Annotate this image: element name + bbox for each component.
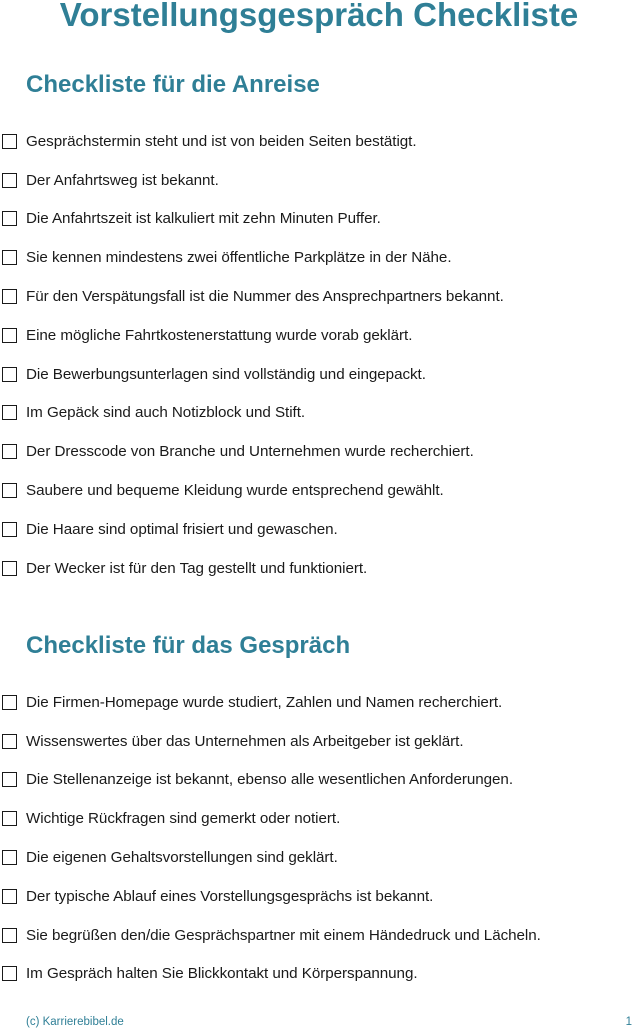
checklist-item-label: Die eigenen Gehaltsvorstellungen sind geklärt. bbox=[26, 849, 338, 867]
checklist-item-label: Saubere und bequeme Kleidung wurde entsprechend gewählt. bbox=[26, 482, 444, 500]
checklist-item-label: Sie begrüßen den/die Gesprächspartner mit einem Händedruck und Lächeln. bbox=[26, 926, 541, 944]
checkbox[interactable] bbox=[2, 328, 17, 343]
checkbox[interactable] bbox=[2, 695, 17, 710]
page-title: Vorstellungsgespräch Checkliste bbox=[59, 0, 579, 33]
checklist-item-label: Sie kennen mindestens zwei öffentliche Parkplätze in der Nähe. bbox=[26, 249, 452, 267]
checkbox[interactable] bbox=[2, 850, 17, 865]
checklist-item-label: Wichtige Rückfragen sind gemerkt oder notiert. bbox=[26, 810, 341, 828]
checklist-item-label: Die Firmen-Homepage wurde studiert, Zahlen und Namen recherchiert. bbox=[26, 693, 503, 711]
checkbox[interactable] bbox=[2, 173, 17, 188]
checklist-item-label: Der typische Ablauf eines Vorstellungsgesprächs ist bekannt. bbox=[26, 887, 434, 905]
footer-source: (c) Karrierebibel.de bbox=[26, 1016, 124, 1028]
checkbox[interactable] bbox=[2, 561, 17, 576]
checklist-item-label: Die Stellenanzeige ist bekannt, ebenso alle wesentlichen Anforderungen. bbox=[26, 771, 514, 789]
checklist-item-label: Der Wecker ist für den Tag gestellt und funktioniert. bbox=[26, 559, 368, 577]
checklist-item-label: Wissenswertes über das Unternehmen als Arbeitgeber ist geklärt. bbox=[26, 732, 464, 750]
checkbox[interactable] bbox=[2, 250, 17, 265]
checkbox[interactable] bbox=[2, 367, 17, 382]
checklist-item-label: Eine mögliche Fahrtkostenerstattung wurde vorab geklärt. bbox=[26, 326, 413, 344]
checkbox[interactable] bbox=[2, 734, 17, 749]
checkbox[interactable] bbox=[2, 966, 17, 981]
checklist-item-label: Im Gespräch halten Sie Blickkontakt und Körperspannung. bbox=[26, 965, 418, 983]
checklist-item-label: Der Dresscode von Branche und Unternehmen wurde recherchiert. bbox=[26, 443, 474, 461]
checkbox[interactable] bbox=[2, 928, 17, 943]
checkbox[interactable] bbox=[2, 483, 17, 498]
checkbox[interactable] bbox=[2, 522, 17, 537]
checkbox[interactable] bbox=[2, 405, 17, 420]
checklist-item-label: Der Anfahrtsweg ist bekannt. bbox=[26, 171, 219, 189]
checkbox[interactable] bbox=[2, 811, 17, 826]
section-heading-gespraech: Checkliste für das Gespräch bbox=[26, 632, 351, 659]
checkbox[interactable] bbox=[2, 134, 17, 149]
checklist-item-label: Die Bewerbungsunterlagen sind vollständig und eingepackt. bbox=[26, 365, 426, 383]
checkbox[interactable] bbox=[2, 772, 17, 787]
checkbox[interactable] bbox=[2, 444, 17, 459]
page-number: 1 bbox=[625, 1016, 632, 1028]
checklist-item-label: Die Haare sind optimal frisiert und gewaschen. bbox=[26, 520, 338, 538]
checkbox[interactable] bbox=[2, 889, 17, 904]
section-heading-anreise: Checkliste für die Anreise bbox=[26, 71, 320, 98]
checkbox[interactable] bbox=[2, 211, 17, 226]
checklist-item-label: Die Anfahrtszeit ist kalkuliert mit zehn Minuten Puffer. bbox=[26, 210, 381, 228]
checklist-item-label: Gesprächstermin steht und ist von beiden Seiten bestätigt. bbox=[26, 132, 417, 150]
checklist-item-label: Für den Verspätungsfall ist die Nummer des Ansprechpartners bekannt. bbox=[26, 288, 504, 306]
checkbox[interactable] bbox=[2, 289, 17, 304]
checklist-item-label: Im Gepäck sind auch Notizblock und Stift. bbox=[26, 404, 306, 422]
